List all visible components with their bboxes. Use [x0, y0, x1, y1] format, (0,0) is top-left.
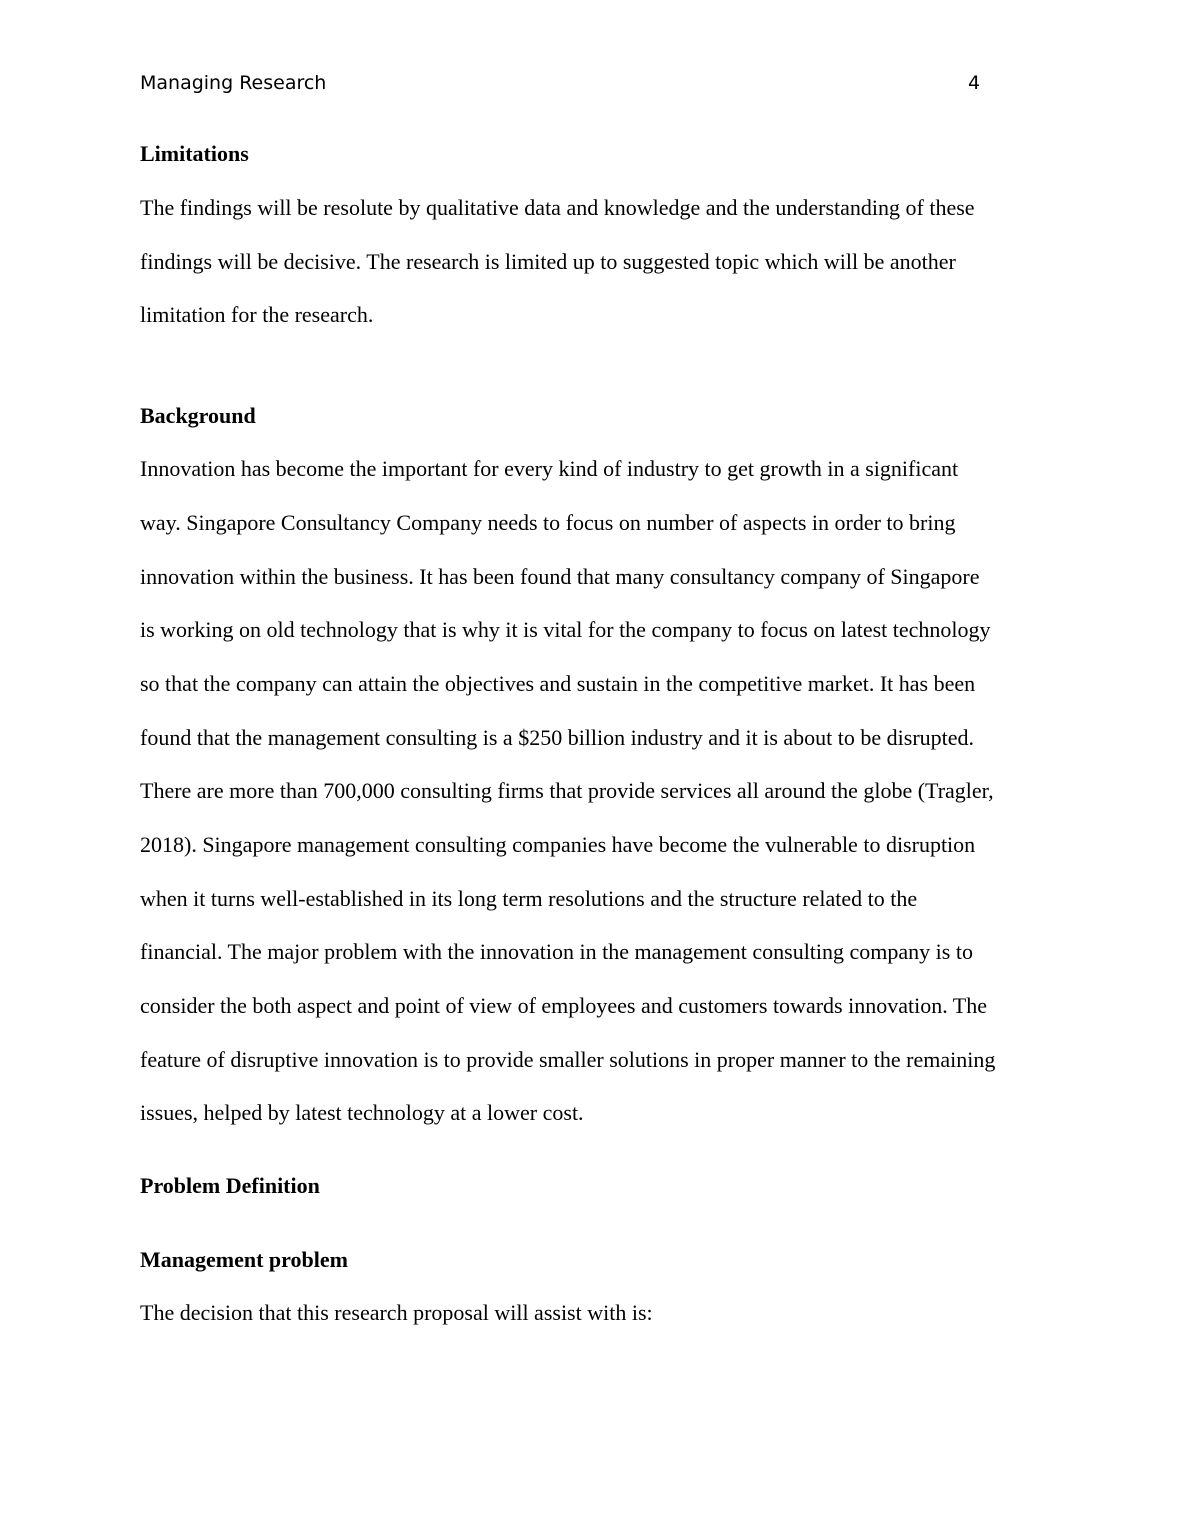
- running-header-title: Managing Research: [140, 72, 327, 94]
- paragraph-line: is working on old technology that is why it is vital for the company to focus on latest technology: [140, 617, 991, 642]
- limitations-heading: Limitations: [140, 141, 249, 166]
- paragraph-line: way. Singapore Consultancy Company needs to focus on number of aspects in order to bring: [140, 510, 956, 535]
- problem-definition-heading: Problem Definition: [140, 1173, 320, 1198]
- paragraph-line: so that the company can attain the objectives and sustain in the competitive market. It has been: [140, 671, 976, 696]
- paragraph-line: innovation within the business. It has been found that many consultancy company of Singapore: [140, 564, 980, 589]
- management-problem-heading: Management problem: [140, 1247, 348, 1272]
- paragraph-line: found that the management consulting is a $250 billion industry and it is about to be disrupted.: [140, 725, 975, 750]
- paragraph-line: Innovation has become the important for every kind of industry to get growth in a significant: [140, 456, 959, 481]
- paragraph-line: financial. The major problem with the innovation in the management consulting company is to: [140, 939, 973, 964]
- paragraph-line: findings will be decisive. The research is limited up to suggested topic which will be another: [140, 249, 956, 274]
- paragraph-line: 2018). Singapore management consulting companies have become the vulnerable to disruption: [140, 832, 976, 857]
- paragraph-line: when it turns well-established in its long term resolutions and the structure related to the: [140, 886, 918, 911]
- paragraph-line: consider the both aspect and point of view of employees and customers towards innovation. The: [140, 993, 987, 1018]
- paragraph-line: feature of disruptive innovation is to provide smaller solutions in proper manner to the remaining: [140, 1047, 996, 1072]
- paragraph-line: The findings will be resolute by qualitative data and knowledge and the understanding of these: [140, 195, 975, 220]
- paragraph-line: The decision that this research proposal will assist with is:: [140, 1300, 653, 1325]
- background-heading: Background: [140, 403, 256, 428]
- paragraph-line: issues, helped by latest technology at a lower cost.: [140, 1100, 584, 1125]
- paragraph-line: limitation for the research.: [140, 302, 374, 327]
- paragraph-line: There are more than 700,000 consulting firms that provide services all around the globe (Tragler,: [140, 778, 994, 803]
- page-number: 4: [968, 72, 981, 94]
